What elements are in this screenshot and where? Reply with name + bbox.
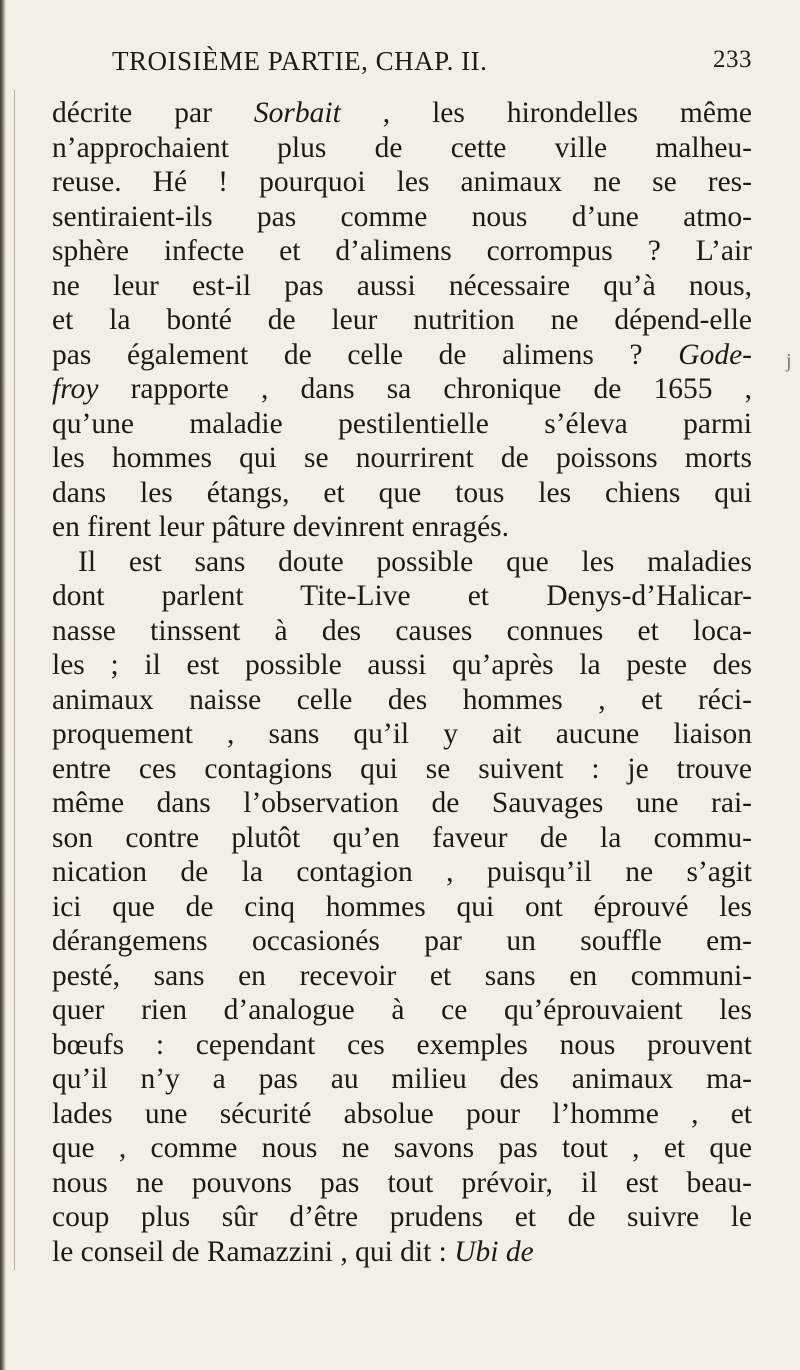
text-segment: le conseil de Ramazzini , qui dit :	[52, 1235, 455, 1268]
text-segment: décrite par	[52, 97, 254, 129]
text-segment: dont parlent Tite-Live et Denys-d’Halicar-	[52, 580, 752, 612]
text-segment: que , comme nous ne savons pas tout , et que	[52, 1132, 752, 1164]
text-segment: dérangemens occasionés par un souffle em-	[52, 925, 752, 957]
text-line	[52, 993, 752, 1028]
text-line	[52, 1028, 752, 1063]
text-segment: qu’une maladie pestilentielle s’éleva parmi	[52, 407, 752, 440]
body-text	[52, 96, 752, 1269]
binding-edge	[0, 0, 6, 1370]
text-line	[52, 234, 752, 269]
text-segment: dans les étangs, et que tous les chiens qui	[52, 476, 752, 509]
italic-text: Ubi de	[454, 1235, 534, 1268]
page-number: 233	[713, 46, 752, 73]
text-segment: nasse tinssent à des causes connues et loca-	[52, 614, 752, 647]
text-segment: reuse. Hé ! pourquoi les animaux ne se res-	[52, 166, 752, 198]
text-line	[52, 959, 752, 994]
text-segment: pas également de celle de alimens ?	[52, 338, 679, 371]
text-line	[52, 303, 752, 338]
text-segment: coup plus sûr d’être prudens et de suivre le	[52, 1201, 752, 1233]
italic-text: froy	[52, 373, 99, 405]
italic-text: Sorbait	[253, 97, 341, 129]
text-segment: pesté, sans en recevoir et sans en communi-	[52, 959, 752, 992]
text-segment: n’approchaient plus de cette ville malheu-	[52, 131, 752, 164]
text-line	[52, 165, 752, 200]
text-segment: même dans l’observation de Sauvages une rai-	[52, 787, 752, 819]
text-line	[52, 1062, 752, 1097]
text-line	[52, 786, 752, 821]
running-head-title: TROISIÈME PARTIE, CHAP. II.	[112, 46, 488, 76]
binding-shadow-line	[14, 90, 15, 1270]
text-line	[52, 441, 752, 476]
text-segment: lades une sécurité absolue pour l’homme , et	[52, 1097, 752, 1130]
text-line	[52, 1097, 752, 1132]
text-line	[52, 579, 752, 614]
text-line	[52, 96, 752, 131]
text-line	[52, 1166, 752, 1201]
text-segment: nous ne pouvons pas tout prévoir, il est beau-	[52, 1166, 752, 1199]
text-segment: en firent leur pâture devinrent enragés.	[52, 511, 510, 543]
text-segment: les ; il est possible aussi qu’après la peste des	[52, 649, 752, 681]
text-segment: sphère infecte et d’alimens corrompus ? L’air	[52, 235, 752, 267]
text-segment: son contre plutôt qu’en faveur de la commu-	[52, 821, 752, 854]
text-line	[52, 717, 752, 752]
text-line	[52, 269, 752, 304]
text-line	[52, 407, 752, 442]
text-segment: Il est sans doute possible que les maladies	[78, 545, 752, 578]
text-segment: bœufs : cependant ces exemples nous prouvent	[52, 1028, 752, 1061]
text-line	[52, 1235, 752, 1270]
text-line	[52, 890, 752, 925]
text-line	[52, 338, 752, 373]
text-segment: entre ces contagions qui se suivent : je trouve	[52, 752, 752, 785]
running-head	[52, 38, 752, 94]
text-line	[52, 821, 752, 856]
margin-mark: j	[786, 350, 792, 372]
text-segment: les hommes qui se nourrirent de poissons morts	[52, 442, 752, 474]
text-segment: quer rien d’analogue à ce qu’éprouvaient les	[52, 994, 752, 1026]
italic-text: Gode-	[678, 338, 752, 371]
text-segment: nication de la contagion , puisqu’il ne s’agit	[52, 856, 752, 888]
text-line	[52, 1131, 752, 1166]
text-line	[52, 131, 752, 166]
text-segment: rapporte , dans sa chronique de 1655 ,	[98, 373, 752, 405]
text-line	[52, 648, 752, 683]
text-segment: , les hirondelles même	[340, 97, 752, 129]
text-line	[52, 924, 752, 959]
text-line	[52, 510, 752, 545]
text-line	[52, 200, 752, 235]
text-segment: ici que de cinq hommes qui ont éprouvé les	[52, 890, 752, 923]
text-line	[52, 614, 752, 649]
book-page	[52, 38, 752, 1269]
text-segment: sentiraient-ils pas comme nous d’une atmo-	[52, 200, 752, 233]
text-segment: animaux naisse celle des hommes , et réci-	[52, 683, 752, 716]
text-segment: et la bonté de leur nutrition ne dépend-elle	[52, 304, 752, 336]
text-line	[52, 545, 752, 580]
text-line	[52, 476, 752, 511]
text-segment: ne leur est-il pas aussi nécessaire qu’à nous,	[52, 269, 752, 302]
text-segment: proquement , sans qu’il y ait aucune liaison	[52, 718, 752, 750]
text-line	[52, 1200, 752, 1235]
text-line	[52, 752, 752, 787]
text-line	[52, 855, 752, 890]
text-line	[52, 683, 752, 718]
text-segment: qu’il n’y a pas au milieu des animaux ma-	[52, 1063, 752, 1095]
text-line	[52, 372, 752, 407]
